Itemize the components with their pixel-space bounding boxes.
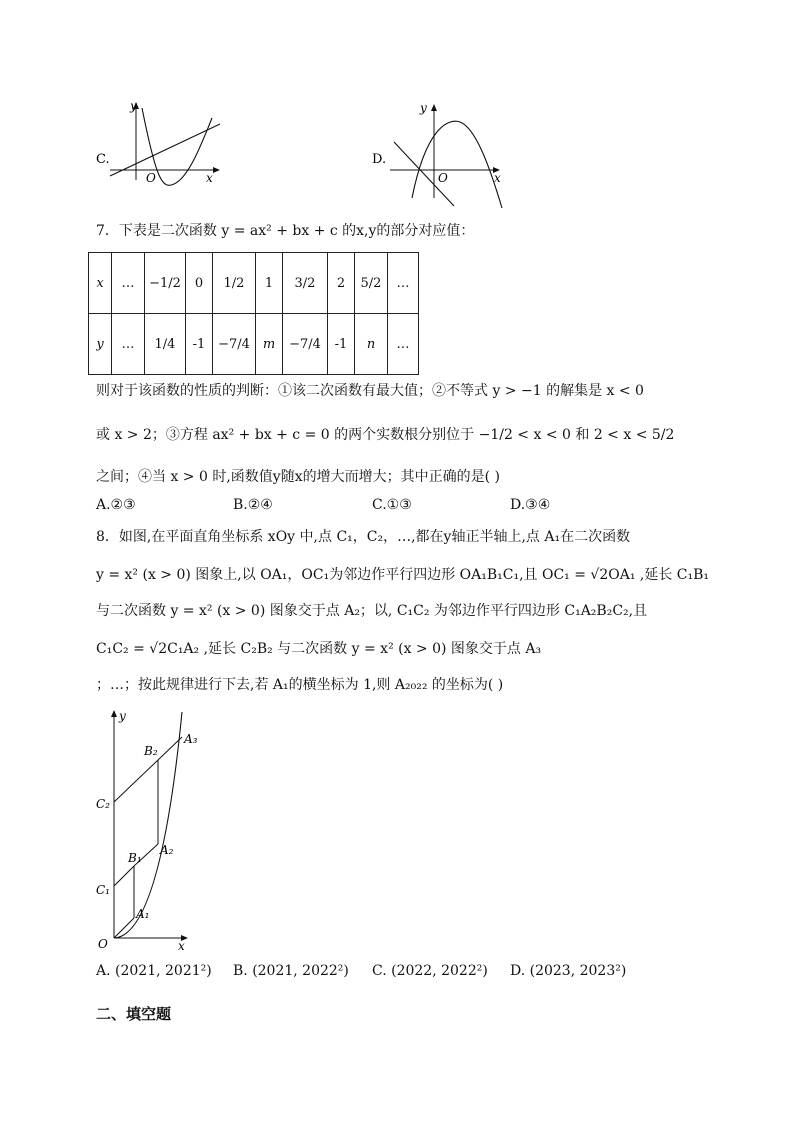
q8-option-d[interactable]: D. (2023, 2023²) xyxy=(510,963,627,979)
graph-option-d xyxy=(372,98,512,213)
graph-d-origin-label: O xyxy=(438,171,448,185)
q8-figure xyxy=(90,706,210,956)
graph-c-origin-label: O xyxy=(146,171,156,185)
q7-text-line-2: 或 x > 2；③方程 ax² + bx + c = 0 的两个实数根分别位于 −1/2 < x < 0 和 2 < x < 5/2 xyxy=(96,427,675,443)
figure-y-label: y xyxy=(119,709,126,723)
graph-c-line xyxy=(110,124,220,176)
q7-option-a[interactable]: A.②③ xyxy=(96,497,136,513)
table-cell: 2 xyxy=(328,253,355,314)
graph-d-y-label: y xyxy=(420,101,427,115)
table-cell: n xyxy=(355,314,388,375)
table-cell: -1 xyxy=(186,314,213,375)
q7-option-d[interactable]: D.③④ xyxy=(510,497,551,513)
figure-a3-label: A₃ xyxy=(184,732,198,746)
q7-text-line-1: 则对于该函数的性质的判断：①该二次函数有最大值；②不等式 y > −1 的解集是 x < 0 xyxy=(96,383,644,399)
q8-option-a[interactable]: A. (2021, 2021²) xyxy=(96,963,212,979)
q7-option-b[interactable]: B.②④ xyxy=(233,497,273,513)
table-cell: … xyxy=(388,314,419,375)
segment-c1b1 xyxy=(114,866,134,886)
graph-d-label: D. xyxy=(372,152,387,167)
table-cell: 5/2 xyxy=(355,253,388,314)
q8-text-line-2: y = x² (x > 0) 图象上,以 OA₁，OC₁为邻边作平行四边形 OA₁B₁C₁,且 OC₁ = √2OA₁ ,延长 C₁B₁ xyxy=(96,567,710,583)
table-cell: 1/4 xyxy=(145,314,186,375)
table-cell: … xyxy=(112,253,145,314)
table-cell: 0 xyxy=(186,253,213,314)
graph-c-label: C. xyxy=(96,152,110,167)
figure-b2-label: B₂ xyxy=(144,744,158,758)
graph-option-c xyxy=(96,98,236,190)
figure-origin-label: O xyxy=(98,937,108,951)
q7-stem: 7．下表是二次函数 y = ax² + bx + c 的x,y的部分对应值： xyxy=(96,223,475,239)
q8-text-line-4: C₁C₂ = √2C₁A₂ ,延长 C₂B₂ 与二次函数 y = x² (x > 0) 图象交于点 A₃ xyxy=(96,641,542,657)
q7-value-table xyxy=(88,252,419,375)
graph-c-x-label: x xyxy=(206,171,213,185)
table-cell: −7/4 xyxy=(213,314,256,375)
graph-d-parabola xyxy=(412,121,502,208)
table-row-y xyxy=(89,314,419,375)
table-cell: -1 xyxy=(328,314,355,375)
figure-a2-label: A₂ xyxy=(160,843,174,857)
table-cell: y xyxy=(89,314,112,375)
segment-c2b2 xyxy=(114,760,158,802)
table-cell: … xyxy=(112,314,145,375)
q8-text-line-1: 8．如图,在平面直角坐标系 xOy 中,点 C₁，C₂，…,都在y轴正半轴上,点 A₁在二次函数 xyxy=(96,529,631,545)
table-cell: −7/4 xyxy=(283,314,328,375)
figure-c1-label: C₁ xyxy=(96,883,110,897)
table-cell: −1/2 xyxy=(145,253,186,314)
q7-option-c[interactable]: C.①③ xyxy=(372,497,412,513)
q8-option-b[interactable]: B. (2021, 2022²) xyxy=(233,963,349,979)
figure-b1-label: B₁ xyxy=(128,851,142,865)
graph-c-y-label: y xyxy=(130,99,137,113)
table-row-x xyxy=(89,253,419,314)
graph-d-x-label: x xyxy=(494,171,501,185)
q8-option-c[interactable]: C. (2022, 2022²) xyxy=(372,963,488,979)
table-cell: x xyxy=(89,253,112,314)
section-heading: 二、填空题 xyxy=(96,1005,172,1023)
q8-text-line-3: 与二次函数 y = x² (x > 0) 图象交于点 A₂；以, C₁C₂ 为邻边作平行四边形 C₁A₂B₂C₂,且 xyxy=(96,603,648,619)
figure-x-label: x xyxy=(178,939,185,953)
table-cell: 1 xyxy=(256,253,283,314)
table-cell: 3/2 xyxy=(283,253,328,314)
table-cell: 1/2 xyxy=(213,253,256,314)
table-cell: m xyxy=(256,314,283,375)
figure-c2-label: C₂ xyxy=(96,797,110,811)
q8-text-line-5: ；…；按此规律进行下去,若 A₁的横坐标为 1,则 A₂₀₂₂ 的坐标为( ) xyxy=(96,677,504,693)
figure-a1-label: A₁ xyxy=(136,907,150,921)
table-cell: … xyxy=(388,253,419,314)
q7-text-line-3: 之间；④当 x > 0 时,函数值y随x的增大而增大；其中正确的是( ) xyxy=(96,469,500,485)
